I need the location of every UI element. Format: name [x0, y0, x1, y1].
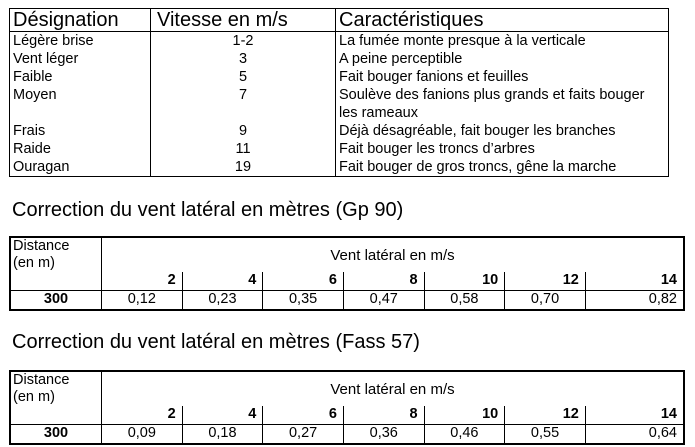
- row-desc: La fumée monte presque à la verticale: [336, 32, 669, 51]
- row-speed: 9: [151, 122, 336, 140]
- distance-header: [10, 371, 102, 406]
- gp90-correction-table: [9, 236, 685, 311]
- speed-cell: 10: [424, 272, 505, 291]
- table-row: [10, 68, 669, 86]
- value-cell: 0,64: [585, 425, 684, 445]
- speed-cell: 12: [505, 406, 586, 425]
- row-speed: 7: [151, 86, 336, 122]
- header-row: [10, 237, 684, 272]
- value-cell: 0,18: [182, 425, 263, 445]
- row-desc: A peine perceptible: [336, 50, 669, 68]
- speed-cell: 8: [343, 406, 424, 425]
- value-cell: 0,55: [505, 425, 586, 445]
- value-cell: 0,47: [343, 291, 424, 311]
- row-desc: Fait bouger de gros troncs, gêne la marche: [336, 158, 669, 177]
- row-name: Vent léger: [10, 50, 151, 68]
- wind-header: Vent latéral en m/s: [330, 246, 455, 264]
- range-cell: 300: [10, 291, 102, 311]
- range-cell: 300: [10, 425, 102, 445]
- row-speed: 3: [151, 50, 336, 68]
- row-desc: [336, 86, 669, 122]
- fass57-title: Correction du vent latéral en mètres (Fass 57): [12, 331, 420, 353]
- distance-label: Distance: [13, 238, 70, 254]
- header-row: [10, 371, 684, 406]
- row-speed: 1-2: [151, 32, 336, 51]
- speed-cell: 6: [263, 272, 344, 291]
- wind-header: Vent latéral en m/s: [330, 380, 455, 398]
- value-cell: 0,35: [263, 291, 344, 311]
- gp90-title: Correction du vent latéral en mètres (Gp 90): [12, 199, 404, 221]
- value-cell: 0,58: [424, 291, 505, 311]
- row-name: Frais: [10, 122, 151, 140]
- row-speed: 11: [151, 140, 336, 158]
- value-cell: 0,23: [182, 291, 263, 311]
- speed-cell: 10: [424, 406, 505, 425]
- table-row: [10, 86, 669, 122]
- value-row: [10, 291, 684, 311]
- speed-row: [10, 272, 684, 291]
- row-name: Ouragan: [10, 158, 151, 177]
- value-cell: 0,82: [585, 291, 684, 311]
- header-speed: Vitesse en m/s: [151, 9, 336, 32]
- distance-unit: (en m): [13, 389, 55, 405]
- table-row: [10, 50, 669, 68]
- speed-cell: 6: [263, 406, 344, 425]
- distance-header: [10, 237, 102, 272]
- header-characteristics: Caractéristiques: [336, 9, 669, 32]
- header-designation: Désignation: [10, 9, 151, 32]
- speed-cell: 14: [585, 272, 684, 291]
- table-row: [10, 140, 669, 158]
- speed-cell: 8: [343, 272, 424, 291]
- speed-row-blank: [10, 406, 102, 425]
- value-cell: 0,70: [505, 291, 586, 311]
- row-desc: Déjà désagréable, fait bouger les branches: [336, 122, 669, 140]
- speed-cell: 4: [182, 272, 263, 291]
- speed-cell: 14: [585, 406, 684, 425]
- table-row: [10, 158, 669, 177]
- row-desc-line-1: Soulève des fanions plus grands et faits bouger: [339, 87, 645, 103]
- wind-scale-table: [9, 8, 669, 177]
- fass57-correction-table: [9, 370, 685, 445]
- row-speed: 19: [151, 158, 336, 177]
- value-cell: 0,27: [263, 425, 344, 445]
- wind-scale-header-row: [10, 9, 669, 32]
- speed-cell: 2: [102, 272, 183, 291]
- speed-row-blank: [10, 272, 102, 291]
- value-cell: 0,46: [424, 425, 505, 445]
- row-desc: Fait bouger fanions et feuilles: [336, 68, 669, 86]
- speed-row: [10, 406, 684, 425]
- value-cell: 0,36: [343, 425, 424, 445]
- table-row: [10, 122, 669, 140]
- table-row: [10, 32, 669, 51]
- speed-cell: 4: [182, 406, 263, 425]
- value-cell: 0,09: [102, 425, 183, 445]
- row-name: Raide: [10, 140, 151, 158]
- row-name: Moyen: [10, 86, 151, 122]
- distance-label: Distance: [13, 372, 70, 388]
- row-speed: 5: [151, 68, 336, 86]
- value-cell: 0,12: [102, 291, 183, 311]
- speed-cell: 12: [505, 272, 586, 291]
- row-name: Légère brise: [10, 32, 151, 51]
- speed-cell: 2: [102, 406, 183, 425]
- row-name: Faible: [10, 68, 151, 86]
- distance-unit: (en m): [13, 255, 55, 271]
- value-row: [10, 425, 684, 445]
- row-desc-line-2: les rameaux: [339, 105, 418, 121]
- row-desc: Fait bouger les troncs d’arbres: [336, 140, 669, 158]
